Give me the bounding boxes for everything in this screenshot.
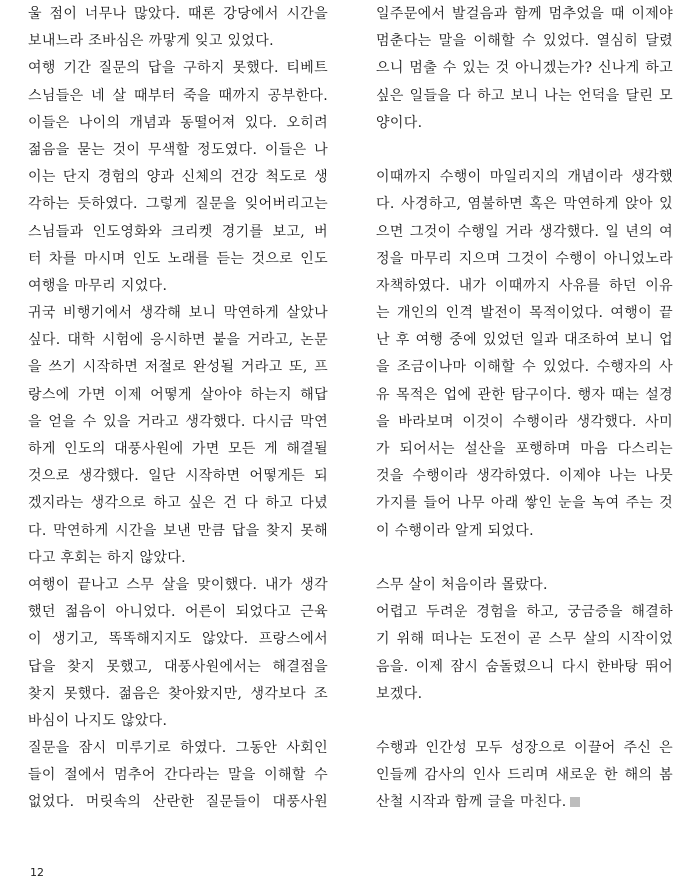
- text-line: 싶은 일들을 다 하고 보니 나는 언덕을 달린 모: [376, 87, 673, 104]
- text-line: 난 후 여행 중에 있었던 일과 대조하여 보니 업: [376, 332, 673, 349]
- text-line: 겠지라는 생각으로 하고 싶은 건 다 하고 다녔: [28, 495, 328, 512]
- text-line: 바심이 나지도 않았다.: [28, 712, 168, 729]
- text-line: 가 되어서는 설산을 포행하며 마음 다스리는: [376, 441, 673, 457]
- text-line: 것으로 생각했다. 일단 시작하면 어떻게든 되: [28, 468, 328, 485]
- text-line: 것을 수행이라 생각하였다. 이제야 나는 나뭇: [376, 468, 673, 485]
- text-line: 일주문에서 발걸음과 함께 멈추었을 때 이제야: [376, 6, 673, 22]
- text-line: 이 생기고, 똑똑해지지도 않았다. 프랑스에서: [28, 631, 328, 648]
- paragraph-gap: [376, 708, 673, 735]
- text-line: 젊음을 묻는 것이 무색할 정도였다. 이들은 나: [28, 141, 328, 158]
- text-line: 스님들은 네 살 때부터 죽을 때까지 공부한다.: [28, 87, 328, 104]
- text-line: 다. 사경하고, 염불하면 혹은 막연하게 앉아 있: [376, 196, 673, 213]
- paragraph-gap: [376, 137, 673, 164]
- text-line: 다고 후회는 하지 않았다.: [28, 549, 186, 566]
- text-line: 싶다. 대학 시험에 응시하면 붙을 거라고, 논문: [28, 332, 328, 349]
- text-line: 다. 막연하게 시간을 보낸 만큼 답을 찾지 못해: [28, 522, 328, 539]
- text-line: 하게 인도의 대풍사원에 가면 모든 게 해결될: [28, 441, 328, 457]
- text-line: 을 쓰기 시작하면 저절로 완성될 거라고 또, 프: [28, 359, 328, 376]
- end-mark-icon: [570, 797, 580, 807]
- text-line: 기 위해 떠나는 도전이 곧 스무 살의 시작이었: [376, 631, 673, 648]
- text-line: 유 목적은 업에 관한 탐구이다. 행자 때는 설경: [376, 386, 673, 403]
- text-line: 질문을 잠시 미루기로 하였다. 그동안 사회인: [28, 740, 328, 757]
- text-line: 이는 단지 경험의 양과 신체의 건강 척도로 생: [28, 169, 328, 186]
- text-line: 을 바라보며 이것이 수행이라 생각했다. 사미: [376, 413, 673, 430]
- text-line: 했던 젊음이 아니었다. 어른이 되었다고 근육: [28, 604, 328, 621]
- text-line: 이 수행이라 알게 되었다.: [376, 522, 534, 539]
- left-column: [28, 1, 328, 817]
- text-line: 가지를 들어 나무 아래 쌓인 눈을 녹여 주는 것: [376, 495, 673, 512]
- right-column: [376, 1, 673, 817]
- text-line: 산철 시작과 함께 글을 마친다.: [376, 789, 673, 816]
- text-line: 보겠다.: [376, 685, 423, 702]
- text-line: 보내느라 조바심은 까맣게 잊고 있었다.: [28, 33, 274, 50]
- text-line: 어렵고 두려운 경험을 하고, 궁금증을 해결하: [376, 604, 673, 621]
- text-line: 여행이 끝나고 스무 살을 맞이했다. 내가 생각: [28, 576, 328, 593]
- text-line: 을 얻을 수 있을 거라고 생각했다. 다시금 막연: [28, 413, 328, 430]
- text-line: 울 점이 너무나 많았다. 때론 강당에서 시간을: [28, 6, 328, 22]
- text-line: 답을 찾지 못했고, 대풍사원에서는 해결점을: [28, 658, 328, 675]
- text-line: 스님들과 인도영화와 크리켓 경기를 보고, 버: [28, 223, 328, 240]
- text-line: 각하는 듯하였다. 그렇게 질문을 잊어버리고는: [28, 196, 328, 213]
- text-line: 없었다. 머릿속의 산란한 질문들이 대풍사원: [28, 794, 328, 811]
- text-line: 터 차를 마시며 인도 노래를 듣는 것으로 인도: [28, 250, 328, 267]
- paragraph-gap: [376, 545, 673, 572]
- text-line: 찾지 못했다. 젊음은 찾아왔지만, 생각보다 조: [28, 685, 328, 702]
- text-line: 들이 절에서 멈추어 간다라는 말을 이해할 수: [28, 767, 328, 784]
- text-line: 이들은 나이의 개념과 동떨어져 있다. 오히려: [28, 114, 328, 131]
- text-line: 인들께 감사의 인사 드리며 새로운 한 해의 봄: [376, 767, 673, 784]
- text-line: 정을 마무리 지으며 그것이 수행이 아니었노라: [376, 250, 673, 267]
- text-line: 을 조금이나마 이해할 수 있었다. 수행자의 사: [376, 359, 673, 376]
- text-line: 수행과 인간성 모두 성장으로 이끌어 주신 은: [376, 740, 673, 757]
- text-line: 랑스에 가면 이제 어떻게 살아야 하는지 해답: [28, 386, 328, 403]
- text-line: 으니 멈출 수 있는 것 아니겠는가? 신나게 하고: [376, 60, 673, 77]
- page-number: 12: [30, 866, 44, 879]
- text-line: 이때까지 수행이 마일리지의 개념이라 생각했: [376, 169, 673, 186]
- text-line: 음을. 이제 잠시 숨돌렸으니 다시 한바탕 뛰어: [376, 658, 673, 675]
- text-line: 여행 기간 질문의 답을 구하지 못했다. 티베트: [28, 60, 328, 77]
- text-line: 자책하였다. 내가 이때까지 사유를 하던 이유: [376, 277, 673, 294]
- text-line: 양이다.: [376, 114, 423, 131]
- text-line: 멈춘다는 말을 이해할 수 있었다. 열심히 달렸: [376, 33, 673, 50]
- text-line: 는 개인의 인격 발전이 목적이었다. 여행이 끝: [376, 305, 673, 322]
- text-line: 귀국 비행기에서 생각해 보니 막연하게 살았나: [28, 305, 328, 322]
- text-line: 여행을 마무리 지었다.: [28, 277, 168, 294]
- text-line: 스무 살이 처음이라 몰랐다.: [376, 576, 548, 593]
- text-line: 으면 그것이 수행일 거라 생각했다. 일 년의 여: [376, 223, 673, 240]
